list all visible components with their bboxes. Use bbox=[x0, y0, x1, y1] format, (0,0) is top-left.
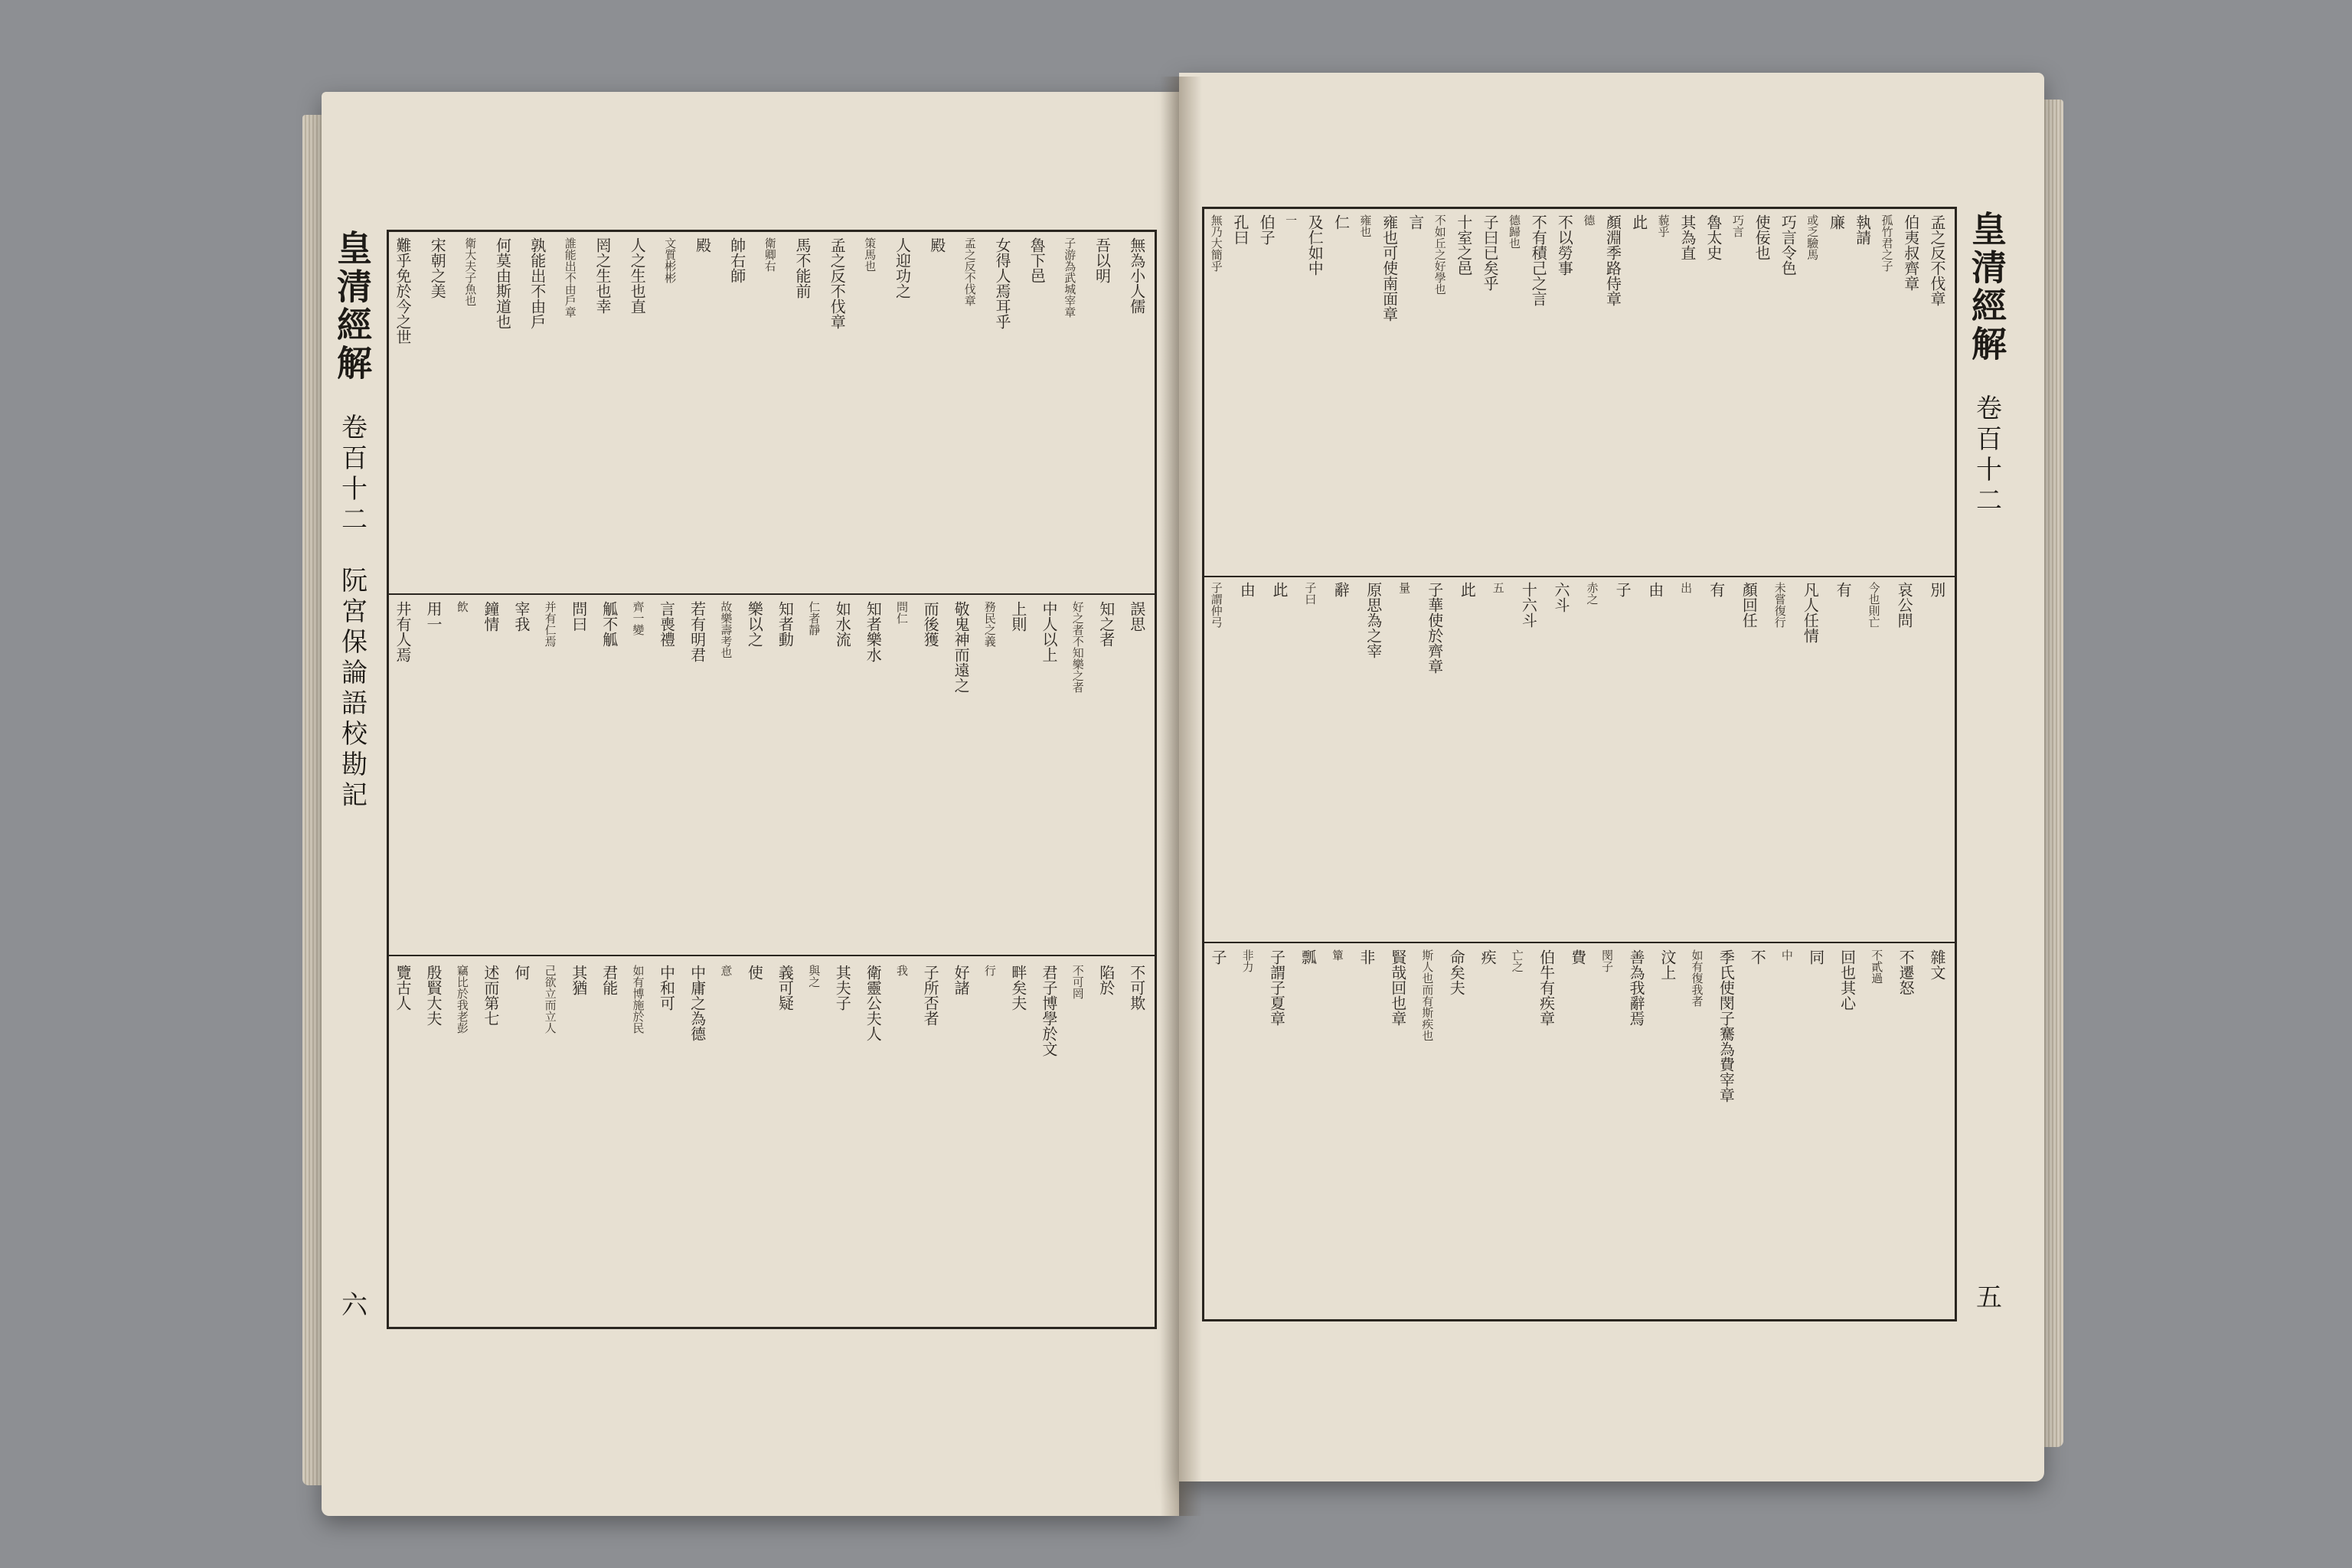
text-column: 其夫子 bbox=[833, 965, 852, 1011]
text-column: 用一 bbox=[424, 601, 443, 632]
text-column: 藐乎 bbox=[1656, 214, 1671, 237]
text-column: 伯牛有疾章 bbox=[1537, 949, 1556, 1026]
text-column: 知者樂水 bbox=[864, 601, 883, 662]
text-column: 并有仁焉 bbox=[543, 601, 557, 647]
text-column: 此 bbox=[1458, 582, 1477, 597]
text-column: 同 bbox=[1806, 949, 1825, 965]
text-column: 使 bbox=[745, 965, 764, 980]
text-column: 孰能出不由戶 bbox=[528, 237, 547, 329]
text-column: 廉 bbox=[1827, 214, 1846, 230]
text-column: 己欲立而立人 bbox=[543, 965, 557, 1034]
text-column: 述而第七 bbox=[481, 965, 500, 1026]
text-column: 有 bbox=[1834, 582, 1853, 597]
text-column: 亡之 bbox=[1510, 949, 1524, 972]
text-column: 馬不能前 bbox=[793, 237, 812, 299]
text-column: 其猶 bbox=[569, 965, 588, 995]
text-column: 言 bbox=[1406, 214, 1425, 230]
text-column: 中人以上 bbox=[1039, 601, 1058, 662]
right-top-band bbox=[1210, 214, 1945, 567]
text-column: 子曰 bbox=[1303, 582, 1318, 605]
text-column: 赤之 bbox=[1585, 582, 1599, 605]
text-column: 疾 bbox=[1478, 949, 1498, 965]
text-column: 衛卿右 bbox=[763, 237, 777, 272]
text-column: 我 bbox=[895, 965, 910, 976]
text-column: 不可罔 bbox=[1070, 965, 1085, 999]
text-column: 回也其心 bbox=[1838, 949, 1857, 1011]
text-column: 執請 bbox=[1853, 214, 1872, 245]
text-column: 井有人焉 bbox=[394, 601, 412, 662]
text-column: 量 bbox=[1397, 582, 1412, 593]
text-column: 子謂仲弓 bbox=[1209, 582, 1223, 628]
text-column: 別 bbox=[1927, 582, 1946, 597]
text-column: 飲 bbox=[455, 601, 469, 612]
right-page-number: 五 bbox=[1971, 1283, 2002, 1309]
text-column: 竊比於我老彭 bbox=[455, 965, 469, 1034]
left-margin-volume: 卷百十二 bbox=[336, 413, 368, 536]
text-column: 衛靈公夫人 bbox=[864, 965, 883, 1041]
text-column: 巧言 bbox=[1730, 214, 1745, 237]
left-divider-1 bbox=[389, 593, 1155, 595]
text-column: 宋朝之美 bbox=[428, 237, 447, 299]
text-column: 無乃大簡乎 bbox=[1209, 214, 1223, 272]
text-column: 未嘗復行 bbox=[1772, 582, 1787, 628]
text-column: 文質彬彬 bbox=[663, 237, 678, 283]
text-column: 中 bbox=[1779, 949, 1794, 961]
text-column: 孟之反不伐章 bbox=[828, 237, 847, 329]
text-column: 子所否者 bbox=[921, 965, 940, 1026]
left-middle-band bbox=[394, 601, 1145, 949]
text-column: 殿 bbox=[693, 237, 712, 253]
text-column: 衛大夫子魚也 bbox=[463, 237, 478, 306]
text-column: 與之 bbox=[807, 965, 822, 988]
text-column: 誰能出不由戶章 bbox=[563, 237, 577, 318]
text-column: 一 bbox=[1284, 214, 1298, 226]
text-column: 宰我 bbox=[511, 601, 531, 632]
text-column: 賢哉回也章 bbox=[1388, 949, 1407, 1026]
text-column: 陷於 bbox=[1096, 965, 1116, 995]
text-column: 不以勞事 bbox=[1555, 214, 1574, 276]
text-column: 無為小人儒 bbox=[1127, 237, 1146, 314]
text-column: 齊一變 bbox=[631, 601, 645, 635]
text-column: 出 bbox=[1679, 582, 1694, 593]
text-column: 伯子 bbox=[1257, 214, 1276, 245]
text-column: 由 bbox=[1645, 582, 1664, 597]
text-column: 不有積己之言 bbox=[1529, 214, 1548, 306]
text-column: 不可欺 bbox=[1127, 965, 1146, 1011]
text-column: 子 bbox=[1613, 582, 1632, 597]
text-column: 孤竹君之子 bbox=[1880, 214, 1894, 272]
right-margin-title: 皇清經解 bbox=[1966, 211, 2007, 364]
text-column: 十六斗 bbox=[1519, 582, 1538, 628]
text-column: 此 bbox=[1270, 582, 1289, 597]
text-column: 帥右師 bbox=[727, 237, 746, 283]
text-column: 其為直 bbox=[1677, 214, 1697, 260]
left-top-band bbox=[394, 237, 1145, 586]
right-divider-1 bbox=[1204, 576, 1955, 577]
text-column: 不遷怒 bbox=[1896, 949, 1916, 995]
text-column: 上則 bbox=[1008, 601, 1027, 632]
text-column: 問仁 bbox=[895, 601, 910, 624]
text-column: 君能 bbox=[599, 965, 619, 995]
text-column: 德歸也 bbox=[1508, 214, 1521, 249]
text-column: 故樂壽考也 bbox=[719, 601, 733, 658]
left-bottom-band bbox=[394, 965, 1145, 1313]
text-column: 義可疑 bbox=[776, 965, 795, 1011]
text-column: 何 bbox=[511, 965, 531, 980]
text-column: 有 bbox=[1707, 582, 1726, 597]
text-column: 知者動 bbox=[776, 601, 795, 647]
text-column: 鐘情 bbox=[481, 601, 500, 632]
left-margin-title: 皇清經解 bbox=[332, 230, 373, 383]
text-column: 如有博施於民 bbox=[631, 965, 645, 1034]
text-column: 殿 bbox=[927, 237, 946, 253]
text-column: 何莫由斯道也 bbox=[493, 237, 512, 329]
text-column: 顏回任 bbox=[1740, 582, 1759, 628]
text-column: 原思為之宰 bbox=[1364, 582, 1383, 658]
text-column: 伯夷叔齊章 bbox=[1901, 214, 1920, 291]
text-column: 如水流 bbox=[833, 601, 852, 647]
text-column: 覽古人 bbox=[394, 965, 412, 1011]
text-column: 人迎功之 bbox=[893, 237, 912, 299]
text-column: 孟之反不伐章 bbox=[1927, 214, 1946, 306]
text-column: 子曰已矣乎 bbox=[1481, 214, 1500, 291]
text-column: 誤思 bbox=[1127, 601, 1146, 632]
text-column: 閔子 bbox=[1600, 949, 1615, 972]
text-column: 孔曰 bbox=[1230, 214, 1250, 245]
text-column: 樂以之 bbox=[745, 601, 764, 647]
book-gutter bbox=[1160, 77, 1202, 1516]
text-column: 今也則亡 bbox=[1867, 582, 1881, 628]
text-column: 由 bbox=[1237, 582, 1256, 597]
text-column: 罔之生也幸 bbox=[593, 237, 612, 314]
text-column: 非力 bbox=[1240, 949, 1255, 972]
text-column: 顏淵季路侍章 bbox=[1603, 214, 1622, 306]
text-column: 子 bbox=[1209, 949, 1227, 965]
text-column: 或乏驗馬 bbox=[1805, 214, 1820, 260]
right-middle-band bbox=[1210, 582, 1945, 934]
text-column: 知之者 bbox=[1096, 601, 1116, 647]
text-column: 非 bbox=[1357, 949, 1376, 965]
text-column: 哀公問 bbox=[1895, 582, 1914, 628]
left-margin-band bbox=[325, 230, 379, 1325]
text-column: 難乎免於今之世 bbox=[394, 237, 412, 345]
right-margin-volume: 卷百十二 bbox=[1971, 394, 2002, 517]
text-column: 十室之邑 bbox=[1454, 214, 1473, 276]
text-column: 此 bbox=[1629, 214, 1648, 230]
text-column: 子謂子夏章 bbox=[1267, 949, 1286, 1026]
text-column: 殷賢大夫 bbox=[424, 965, 443, 1026]
text-column: 不 bbox=[1748, 949, 1767, 965]
text-column: 善為我辭焉 bbox=[1627, 949, 1645, 1026]
text-column: 務民之義 bbox=[982, 601, 997, 647]
text-column: 巧言令色 bbox=[1779, 214, 1798, 276]
text-column: 好諸 bbox=[952, 965, 971, 995]
text-column: 雍也 bbox=[1358, 214, 1373, 237]
text-column: 雜文 bbox=[1928, 949, 1946, 980]
text-column: 六斗 bbox=[1552, 582, 1571, 612]
text-column: 汶上 bbox=[1658, 949, 1677, 980]
text-column: 中庸之為德 bbox=[688, 965, 707, 1041]
text-column: 吾以明 bbox=[1093, 237, 1112, 283]
text-column: 費 bbox=[1568, 949, 1587, 965]
text-column: 人之生也直 bbox=[628, 237, 647, 314]
text-column: 君子博學於文 bbox=[1039, 965, 1058, 1057]
right-divider-2 bbox=[1204, 942, 1955, 943]
text-column: 不貳過 bbox=[1870, 949, 1884, 984]
text-column: 辭 bbox=[1331, 582, 1351, 597]
text-column: 子游為武城宰章 bbox=[1063, 237, 1077, 318]
text-column: 五 bbox=[1491, 582, 1505, 593]
text-column: 敬鬼神而遠之 bbox=[952, 601, 971, 693]
text-column: 命矣夫 bbox=[1447, 949, 1466, 995]
text-column: 中和可 bbox=[657, 965, 676, 1011]
text-column: 瓢 bbox=[1298, 949, 1318, 965]
text-column: 魯太史 bbox=[1704, 214, 1723, 260]
text-column: 孟之反不伐章 bbox=[962, 237, 977, 306]
text-column: 不如丘之好學也 bbox=[1432, 214, 1447, 295]
text-column: 季氏使閔子騫為費宰章 bbox=[1717, 949, 1736, 1102]
text-column: 使佞也 bbox=[1753, 214, 1772, 260]
left-page-number: 六 bbox=[336, 1291, 368, 1317]
text-column: 觚不觚 bbox=[599, 601, 619, 647]
text-column: 意 bbox=[719, 965, 733, 976]
text-column: 若有明君 bbox=[688, 601, 707, 662]
text-column: 子華使於齊章 bbox=[1425, 582, 1444, 674]
text-column: 好之者不知樂之者 bbox=[1070, 601, 1085, 693]
left-margin-work: 阮宮保論語校勘記 bbox=[336, 567, 368, 812]
text-column: 如有復我者 bbox=[1690, 949, 1704, 1007]
right-bottom-band bbox=[1210, 949, 1945, 1302]
left-divider-2 bbox=[389, 955, 1155, 956]
text-column: 斯人也而有斯疾也 bbox=[1420, 949, 1435, 1041]
text-column: 問曰 bbox=[569, 601, 588, 632]
text-column: 德 bbox=[1582, 214, 1596, 226]
text-column: 雍也可使南面章 bbox=[1380, 214, 1399, 322]
right-margin-band bbox=[1960, 211, 2014, 1317]
text-column: 魯下邑 bbox=[1027, 237, 1047, 283]
text-column: 仁者靜 bbox=[807, 601, 822, 635]
text-column: 女得人焉耳乎 bbox=[993, 237, 1011, 329]
text-column: 仁 bbox=[1331, 214, 1351, 230]
text-column: 言喪禮 bbox=[657, 601, 676, 647]
text-column: 凡人任情 bbox=[1801, 582, 1820, 643]
text-column: 及仁如中 bbox=[1305, 214, 1325, 276]
text-column: 策馬也 bbox=[863, 237, 877, 272]
text-column: 行 bbox=[982, 965, 997, 976]
text-column: 而後獲 bbox=[921, 601, 940, 647]
text-column: 畔矣夫 bbox=[1008, 965, 1027, 1011]
text-column: 簞 bbox=[1331, 949, 1344, 961]
